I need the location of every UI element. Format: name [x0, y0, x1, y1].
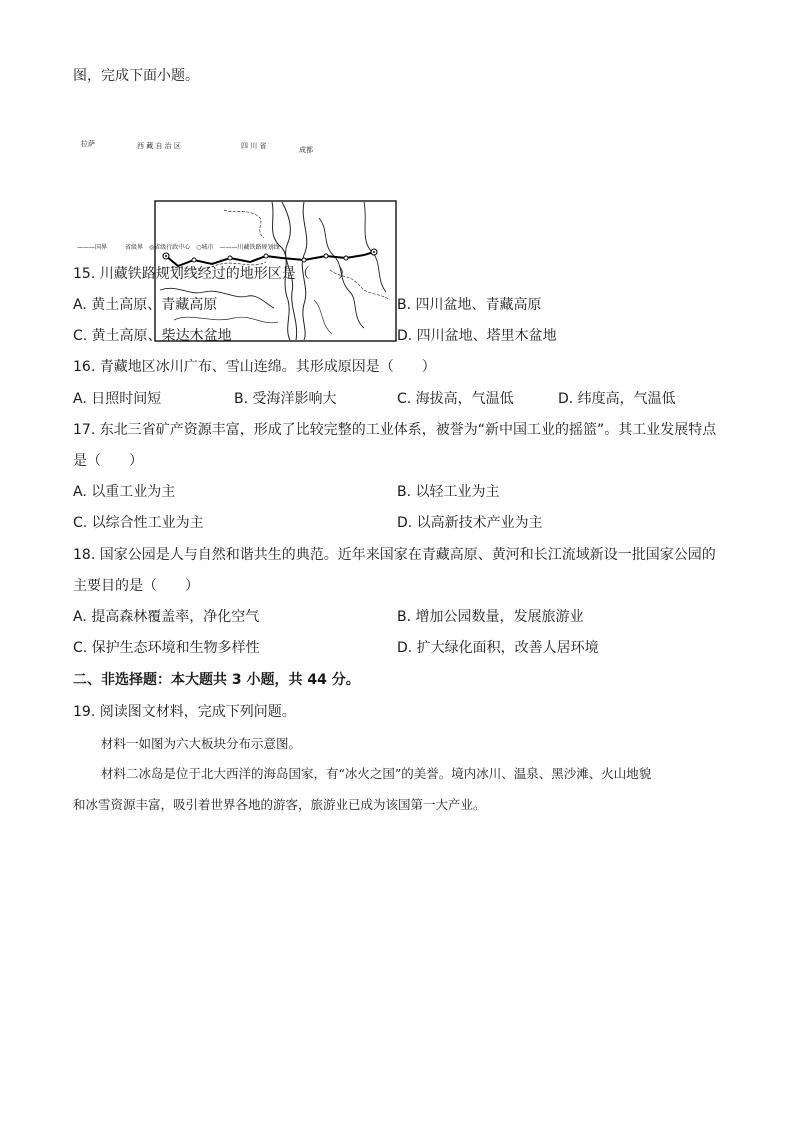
- city-marker: [264, 254, 268, 258]
- question-16-option-d[interactable]: D. 纬度高，气温低: [558, 391, 676, 407]
- map-label-lhasa: 拉萨: [81, 140, 95, 148]
- map-label-tibet: 西 藏 自 治 区: [137, 142, 181, 150]
- question-18-option-c[interactable]: C. 保护生态环境和生物多样性: [73, 640, 260, 656]
- city-marker: [344, 256, 348, 260]
- question-17-stem-line2: 是（ ）: [73, 453, 143, 469]
- city-marker: [228, 256, 232, 260]
- map-legend: ———国界 省级界 ◎省级行政中心 ○城市 ———川藏铁路规划线: [77, 244, 280, 251]
- question-18-option-d[interactable]: D. 扩大绿化面积，改善人居环境: [397, 640, 599, 656]
- map-label-chengdu: 成都: [299, 146, 313, 154]
- city-marker: [192, 258, 196, 262]
- question-15-option-c[interactable]: C. 黄土高原、柴达木盆地: [73, 328, 232, 344]
- question-18-option-b[interactable]: B. 增加公园数量，发展旅游业: [397, 609, 584, 625]
- question-17-option-c[interactable]: C. 以综合性工业为主: [73, 515, 204, 531]
- question-18-stem-line1: 18. 国家公园是人与自然和谐共生的典范。近年来国家在青藏高原、黄河和长江流域新设一批国家公园的: [73, 547, 716, 563]
- question-16-option-b[interactable]: B. 受海洋影响大: [234, 391, 337, 407]
- intro-text: 图，完成下面小题。: [73, 68, 199, 84]
- question-15-stem: 15. 川藏铁路规划线经过的地形区是（ ）: [73, 266, 352, 282]
- question-16-option-a[interactable]: A. 日照时间短: [73, 391, 162, 407]
- question-17-option-a[interactable]: A. 以重工业为主: [73, 484, 176, 500]
- city-marker: [324, 254, 328, 258]
- question-17-option-d[interactable]: D. 以高新技术产业为主: [397, 515, 543, 531]
- question-19-material-1: 材料一如图为六大板块分布示意图。: [101, 736, 302, 751]
- question-18-option-a[interactable]: A. 提高森林覆盖率，净化空气: [73, 609, 260, 625]
- question-16-option-c[interactable]: C. 海拔高，气温低: [397, 391, 514, 407]
- city-marker: [302, 258, 306, 262]
- question-15-option-b[interactable]: B. 四川盆地、青藏高原: [397, 297, 542, 313]
- question-19-material-2-line2: 和冰雪资源丰富，吸引着世界各地的游客，旅游业已成为该国第一大产业。: [73, 797, 486, 812]
- question-19-material-2-line1: 材料二冰岛是位于北大西洋的海岛国家，有“冰火之国”的美誉。境内冰川、温泉、黑沙滩、火山地貌: [101, 766, 652, 781]
- question-17-stem-line1: 17. 东北三省矿产资源丰富，形成了比较完整的工业体系，被誉为“新中国工业的摇篮”。其工业发展特点: [73, 422, 717, 438]
- section-2-heading: 二、非选择题：本大题共 3 小题，共 44 分。: [73, 672, 360, 688]
- question-19-stem: 19. 阅读图文材料，完成下列问题。: [73, 704, 296, 720]
- question-15-option-d[interactable]: D. 四川盆地、塔里木盆地: [397, 328, 557, 344]
- question-16-stem: 16. 青藏地区冰川广布、雪山连绵。其形成原因是（ ）: [73, 359, 436, 375]
- sichuan-tibet-railway-map: [77, 100, 320, 254]
- question-15-option-a[interactable]: A. 黄土高原、青藏高原: [73, 297, 218, 313]
- question-18-stem-line2: 主要目的是（ ）: [73, 578, 199, 594]
- question-17-option-b[interactable]: B. 以轻工业为主: [397, 484, 500, 500]
- map-label-sichuan: 四 川 省: [241, 142, 267, 150]
